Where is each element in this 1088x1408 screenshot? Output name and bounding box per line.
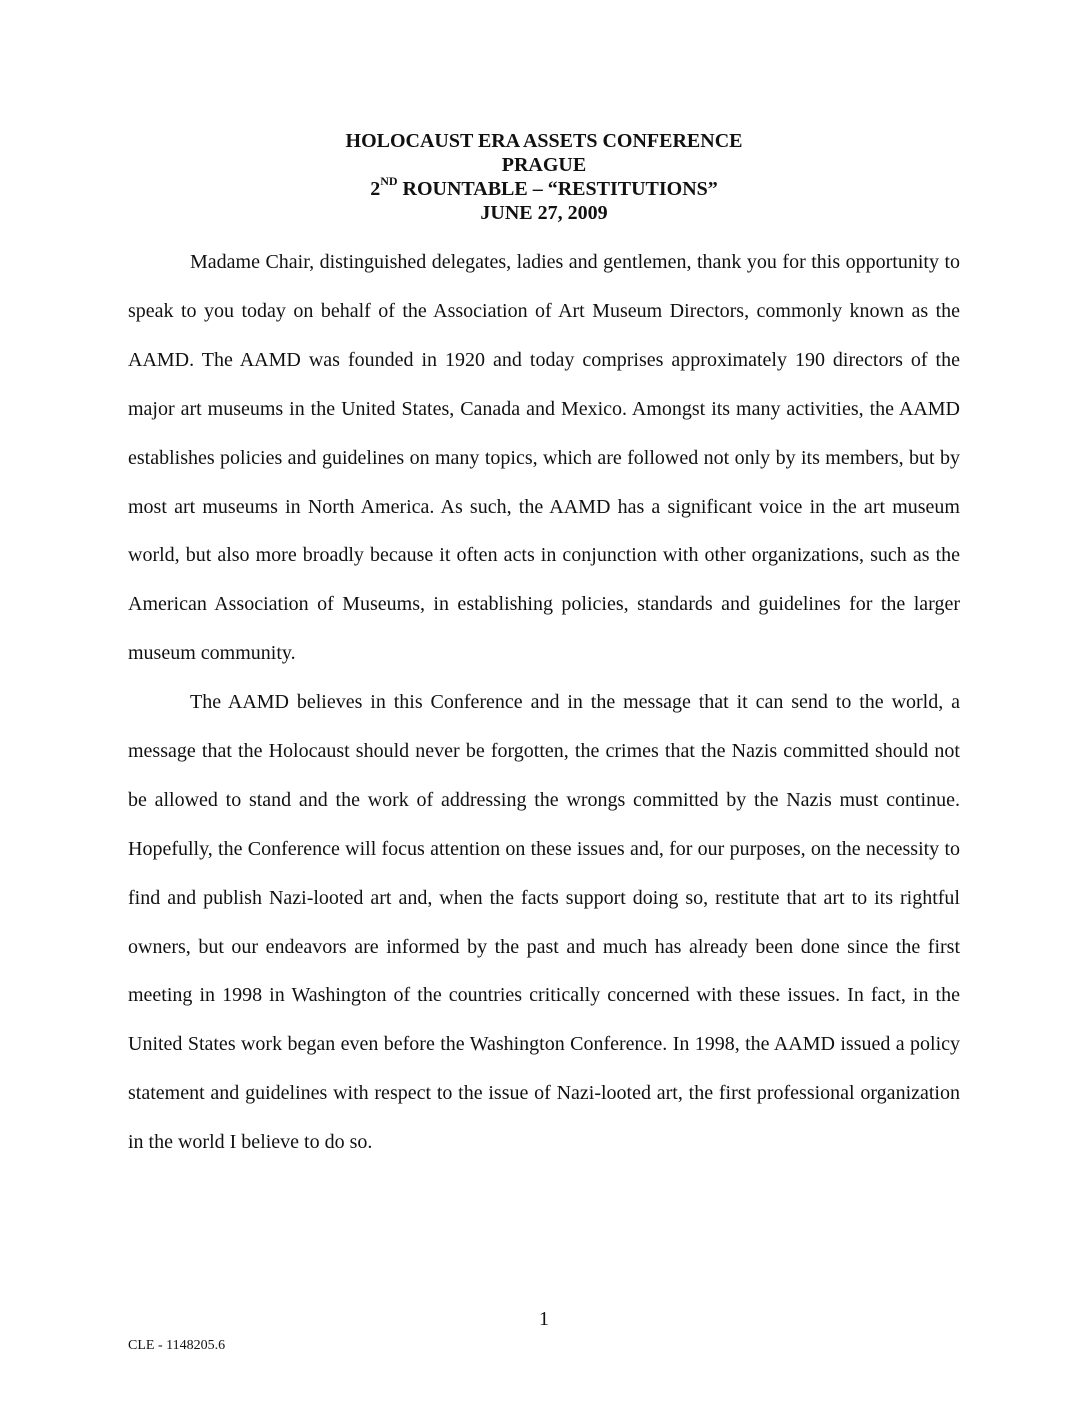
document-id: CLE - 1148205.6 <box>128 1338 226 1353</box>
body-paragraph-1-block <box>128 238 960 678</box>
document-heading <box>0 129 1088 225</box>
body-paragraph: The AAMD believes in this Conference and in the message that it can send to the world, a message that the Holocaust should never be forgotten, the crimes that the Nazis committed should not be allowed to stand and the work of addressing the wrongs committed by the Nazis must continue. Hopefully, the Conference will focus attention on these issues and, for our purposes, on the necessity to find and publish Nazi-looted art and, when the facts support doing so, restitute that art to its rightful owners, but our endeavors are informed by the past and much has already been done since the first meeting in 1998 in Washington of the countries critically concerned with these issues. In fact, in the United States work began even before the Washington Conference. In 1998, the AAMD issued a policy statement and guidelines with respect to the issue of Nazi-looted art, the first professional organization in the world I believe to do so. <box>128 691 960 1154</box>
heading-roundtable-title: ROUNTABLE – “RESTITUTIONS” <box>397 178 718 200</box>
heading-location: PRAGUE <box>501 154 587 176</box>
heading-roundtable-ordinal: ND <box>380 174 398 189</box>
heading-roundtable <box>0 174 1088 201</box>
body-paragraph: Madame Chair, distinguished delegates, ladies and gentlemen, thank you for this opportunity to speak to you today on behalf of the Association of Art Museum Directors, commonly known as the AAMD. The AAMD was founded in 1920 and today comprises approximately 190 directors of the major art museums in the United States, Canada and Mexico. Amongst its many activities, the AAMD establishes policies and guidelines on many topics, which are followed not only by its members, but by most art museums in North America. As such, the AAMD has a significant voice in the art museum world, but also more broadly because it often acts in conjunction with other organizations, such as the American Association of Museums, in establishing policies, standards and guidelines for the larger museum community. <box>128 251 960 665</box>
heading-date: JUNE 27, 2009 <box>480 202 608 224</box>
heading-roundtable-number: 2 <box>370 178 381 200</box>
page-number: 1 <box>539 1308 549 1330</box>
body-paragraph-2-block <box>128 678 960 1167</box>
heading-conference-title: HOLOCAUST ERA ASSETS CONFERENCE <box>345 130 743 152</box>
